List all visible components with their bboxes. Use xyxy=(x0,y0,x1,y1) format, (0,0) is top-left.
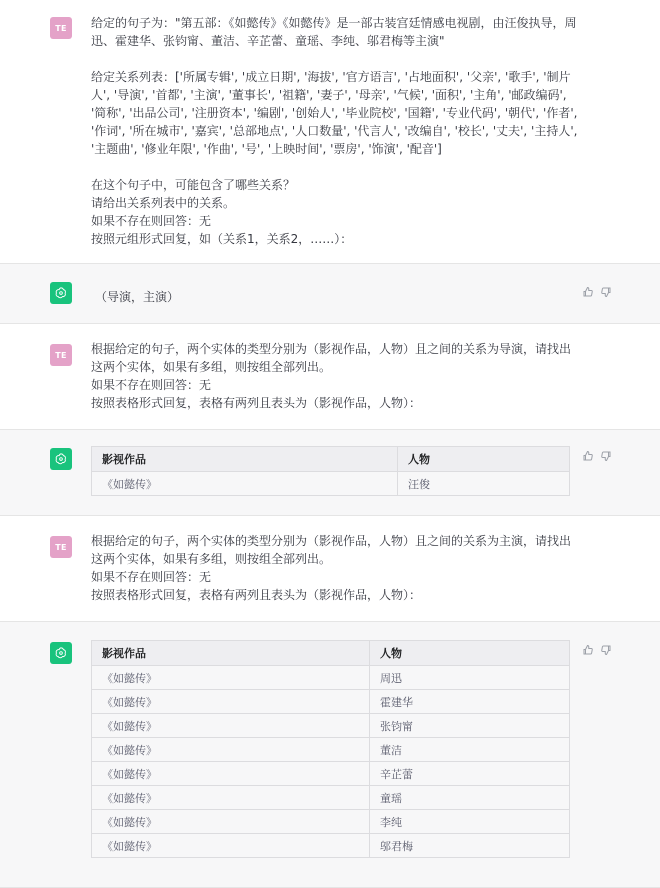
assistant-message-1 xyxy=(0,264,660,324)
table-cell: 张钧甯 xyxy=(370,714,570,738)
thumbs-up-icon[interactable] xyxy=(582,286,594,298)
user-message-1 xyxy=(0,0,660,264)
table-cell: 董洁 xyxy=(370,738,570,762)
user-message-text: 根据给定的句子，两个实体的类型分别为（影视作品，人物）且之间的关系为主演，请找出这两个实体，如果有多组，则按组全部列出。 如果不存在则回答：无 按照表格形式回复，表格有两列且表头为（影视作品，人物）： xyxy=(91,534,572,602)
table-row xyxy=(92,834,570,858)
cast-table xyxy=(91,640,570,858)
table-row xyxy=(92,666,570,690)
table-row xyxy=(92,738,570,762)
table-header-cell: 人物 xyxy=(370,641,570,666)
table-cell: 霍建华 xyxy=(370,690,570,714)
table-cell: 周迅 xyxy=(370,666,570,690)
table-header-cell: 人物 xyxy=(398,447,570,472)
thumbs-down-icon[interactable] xyxy=(600,450,612,462)
table-header-cell: 影视作品 xyxy=(92,641,370,666)
assistant-message-text: （导演，主演） xyxy=(95,290,180,304)
table-cell: 《如懿传》 xyxy=(92,738,370,762)
table-cell: 《如懿传》 xyxy=(92,810,370,834)
table-row xyxy=(92,472,570,496)
user-message-2 xyxy=(0,324,660,430)
table-cell: 《如懿传》 xyxy=(92,714,370,738)
user-avatar: TE xyxy=(50,344,72,366)
table-header-row xyxy=(92,447,570,472)
table-cell: 汪俊 xyxy=(398,472,570,496)
openai-logo-icon xyxy=(50,642,72,664)
openai-logo-icon xyxy=(50,448,72,470)
openai-logo-icon xyxy=(50,282,72,304)
assistant-message-2 xyxy=(0,430,660,516)
table-cell: 辛芷蕾 xyxy=(370,762,570,786)
user-avatar: TE xyxy=(50,17,72,39)
table-cell: 《如懿传》 xyxy=(92,762,370,786)
thumbs-down-icon[interactable] xyxy=(600,644,612,656)
user-avatar: TE xyxy=(50,536,72,558)
user-message-3 xyxy=(0,516,660,622)
thumbs-up-icon[interactable] xyxy=(582,450,594,462)
director-table xyxy=(91,446,570,496)
table-cell: 《如懿传》 xyxy=(92,472,398,496)
user-message-text: 给定的句子为："第五部：《如懿传》《如懿传》是一部古装宫廷情感电视剧，由汪俊执导，周迅、霍建华、张钧甯、董洁、辛芷蕾、童瑶、李纯、邬君梅等主演" 给定关系列表：['所属专辑', '成立日期', '海拔', '官方语言', '占地面积', '父亲', '歌手', '制片人', '导演', '首都', '主演', '董事长', '祖籍', '妻子', '母亲', '气候', '面积', '主角', '邮政编码', '简称', '出品公司', '注册资本', '编剧', '创始人', '毕业院校', '国籍', '专业代码', '朝代', '作者', '作词', '所在城市', '嘉宾', '总部地点', '人口数量', '代言人', '改编自', '校长', '丈夫', '主持人', '主题曲', '修业年限', '作曲', '号', '上映时间', '票房', '饰演', '配音'] 在这个句子中，可能包含了哪些关系？ 请给出关系列表中的关系。 如果不存在则回答：无 按照元组形式回复，如（关系1，关系2，……）： xyxy=(91,16,578,246)
table-row xyxy=(92,714,570,738)
table-cell: 《如懿传》 xyxy=(92,690,370,714)
thumbs-up-icon[interactable] xyxy=(582,644,594,656)
table-cell: 《如懿传》 xyxy=(92,786,370,810)
table-header-cell: 影视作品 xyxy=(92,447,398,472)
table-row xyxy=(92,762,570,786)
table-cell: 《如懿传》 xyxy=(92,666,370,690)
thumbs-down-icon[interactable] xyxy=(600,286,612,298)
user-message-text: 根据给定的句子，两个实体的类型分别为（影视作品，人物）且之间的关系为导演，请找出这两个实体，如果有多组，则按组全部列出。 如果不存在则回答：无 按照表格形式回复，表格有两列且表头为（影视作品，人物）： xyxy=(91,342,572,410)
table-cell: 邬君梅 xyxy=(370,834,570,858)
table-row xyxy=(92,690,570,714)
table-cell: 《如懿传》 xyxy=(92,834,370,858)
table-cell: 童瑶 xyxy=(370,786,570,810)
table-header-row xyxy=(92,641,570,666)
table-row xyxy=(92,810,570,834)
table-row xyxy=(92,786,570,810)
table-cell: 李纯 xyxy=(370,810,570,834)
assistant-message-3 xyxy=(0,622,660,888)
